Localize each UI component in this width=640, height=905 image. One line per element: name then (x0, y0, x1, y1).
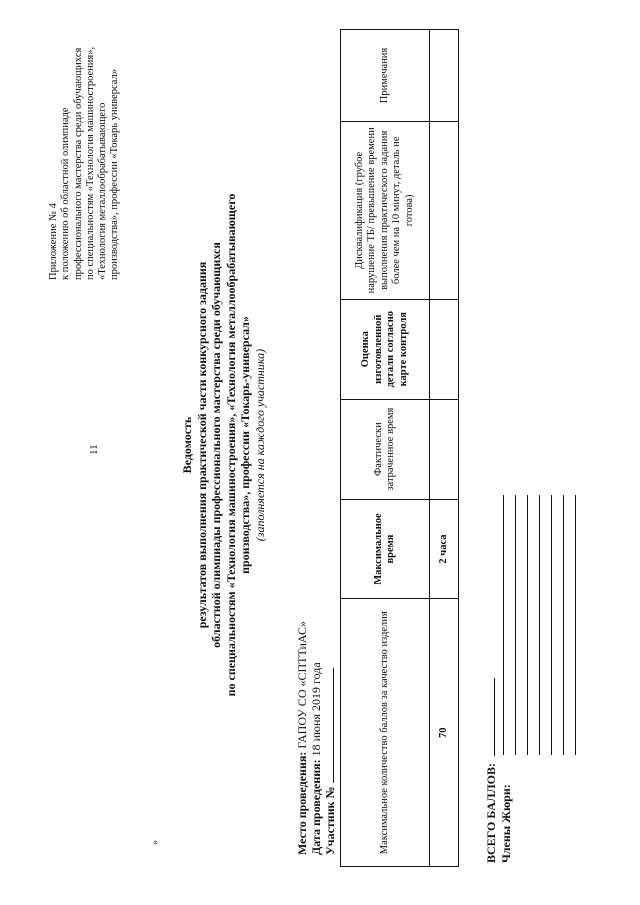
cell-notes (430, 30, 459, 122)
place-label: Место проведения: (295, 751, 309, 855)
cell-max-time: 2 часа (430, 499, 459, 599)
title-line: производства», профессии «Токарь-универсал» (238, 316, 252, 574)
cell-disqualification (430, 121, 459, 299)
appendix-line: «Технология металлообрабатывающего (97, 102, 109, 280)
table-header-row (341, 30, 430, 867)
appendix-note (48, 30, 122, 280)
signature-line (552, 495, 564, 755)
signature-line (564, 495, 576, 755)
date-value: 18 июня 2019 года (309, 662, 323, 757)
corner-mark: » (150, 840, 161, 845)
signature-line (540, 495, 552, 755)
title-note: (заполняется на каждого участника) (252, 348, 267, 542)
appendix-line: по специальностям «Технология машиностроения», (84, 46, 96, 280)
signature-line (516, 495, 528, 755)
title-heading: Ведомость (180, 416, 194, 474)
date-label: Дата проведения: (309, 759, 323, 855)
participant-row (323, 621, 337, 855)
place-row (295, 621, 309, 855)
header-max-time: Максимальное время (341, 499, 430, 599)
cell-actual-time (430, 399, 459, 499)
appendix-line: к положению об областной олимпиаде (60, 107, 72, 280)
table-row (430, 30, 459, 867)
page-number: 11 (88, 444, 100, 455)
title-line: по специальностям «Технология машиностроения», «Технология металлообрабатывающего (223, 193, 238, 697)
results-table (340, 29, 459, 867)
participant-label: Участник № (323, 786, 337, 855)
document-title (180, 175, 267, 715)
total-label: ВСЕГО БАЛЛОВ: (484, 762, 498, 863)
signature-line (528, 495, 540, 755)
header-max-score: Максимальное количество баллов за качество изделия (341, 599, 430, 867)
cell-part-evaluation (430, 299, 459, 399)
appendix-line: профессионального мастерства среди обучающихся (72, 47, 84, 280)
appendix-line: производства», профессии «Токарь универсал» (109, 68, 121, 280)
participant-blank-field (323, 668, 334, 783)
cell-max-score: 70 (430, 599, 459, 867)
header-actual-time: Фактически затраченное время (341, 399, 430, 499)
appendix-line: Приложение № 4 (48, 203, 59, 280)
jury-signature-lines (492, 495, 576, 755)
header-part-evaluation: Оценка изготовленной детали согласно карте контроля (341, 299, 430, 399)
date-row (309, 621, 323, 855)
signature-line (504, 495, 516, 755)
signature-line (492, 495, 504, 755)
title-line: результатов выполнения практической части конкурсного задания (194, 261, 209, 629)
place-value: ГАПОУ СО «СПТТиАС» (295, 620, 309, 749)
title-line: областной олимпиады профессионального мастерства среди обучающихся (209, 242, 223, 648)
event-meta (295, 621, 337, 855)
jury-label: Члены Жюри: (499, 784, 513, 863)
header-disqualification: Дисквалификация (грубое нарушение ТБ/ превышение времени выполнения практического задания более чем на 10 минут, деталь не готова) (341, 121, 430, 299)
header-notes: Примечания (341, 30, 430, 122)
